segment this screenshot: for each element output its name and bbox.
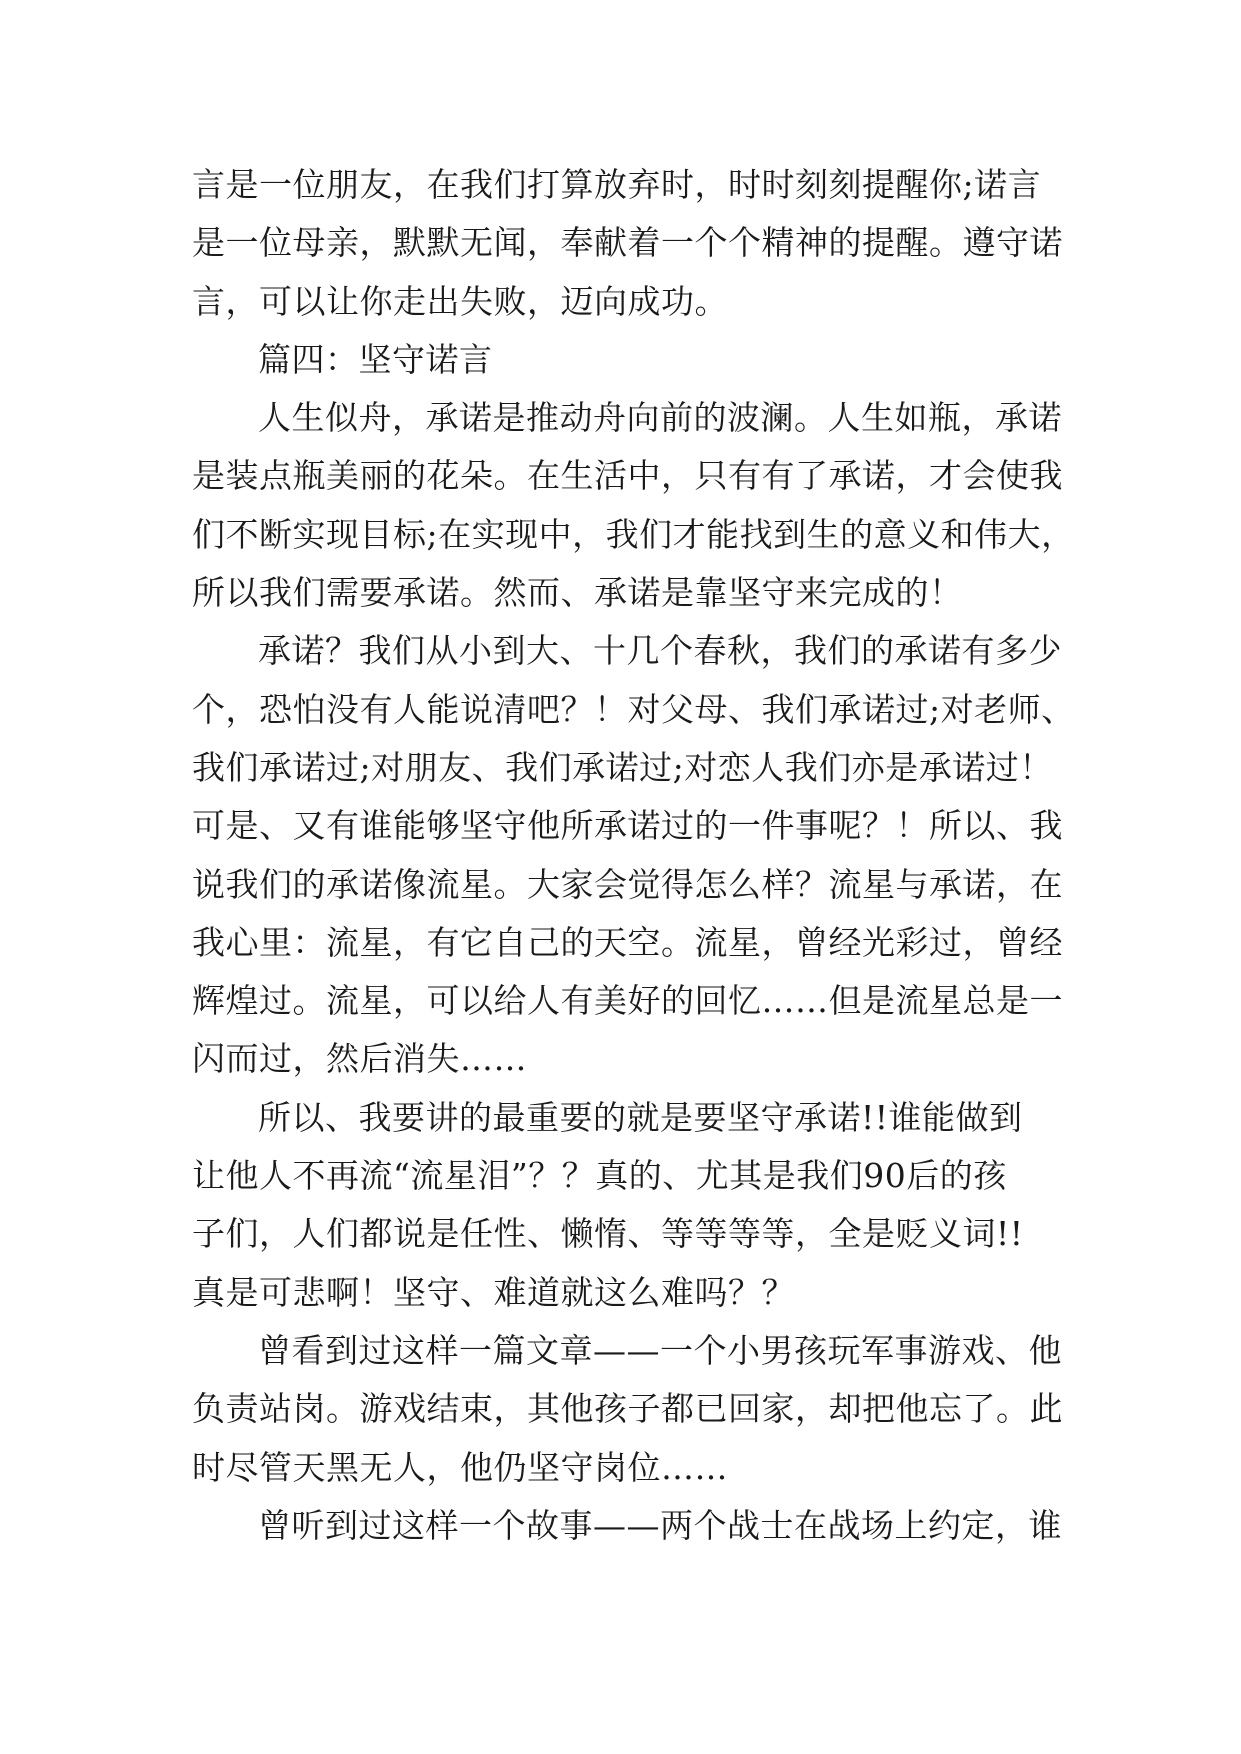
text-line: 说我们的承诺像流星。大家会觉得怎么样？流星与承诺，在 (192, 864, 1063, 904)
text-line: 可是、又有谁能够坚守他所承诺过的一件事呢？！所以、我 (192, 806, 1063, 846)
body-text (192, 156, 1075, 1555)
text-line: 言是一位朋友，在我们打算放弃时，时时刻刻提醒你;诺言 (192, 165, 1042, 204)
paragraph-first-line: 承诺？我们从小到大、十几个春秋，我们的承诺有多少 (258, 631, 1062, 671)
text-line: 闪而过，然后消失…… (192, 1039, 527, 1079)
text-line: 是一位母亲，默默无闻，奉献着一个个精神的提醒。遵守诺 (192, 223, 1063, 263)
text-line: 负责站岗。游戏结束，其他孩子都已回家，却把他忘了。此 (192, 1389, 1063, 1429)
paragraph-first-line: 曾听到过这样一个故事——两个战士在战场上约定，谁 (258, 1505, 1062, 1545)
text-line: 时尽管天黑无人，他仍坚守岗位…… (192, 1447, 728, 1487)
text-line: 所以我们需要承诺。然而、承诺是靠坚守来完成的！ (192, 573, 963, 613)
paragraph-first-line: 所以、我要讲的最重要的就是要坚守承诺!!谁能做到 (258, 1097, 1023, 1137)
paragraph-first-line: 曾看到过这样一篇文章——一个小男孩玩军事游戏、他 (258, 1330, 1062, 1370)
text-line: 辉煌过。流星，可以给人有美好的回忆……但是流星总是一 (192, 981, 1063, 1021)
section-heading: 篇四：坚守诺言 (258, 339, 493, 379)
text-line: 个，恐怕没有人能说清吧？！对父母、我们承诺过;对老师、 (192, 689, 1075, 729)
text-line: 我们承诺过;对朋友、我们承诺过;对恋人我们亦是承诺过！ (192, 747, 1053, 787)
text-line: 是装点瓶美丽的花朵。在生活中，只有有了承诺，才会使我 (192, 456, 1063, 496)
text-line: 真是可悲啊！坚守、难道就这么难吗？？ (192, 1272, 795, 1312)
text-line: 我心里：流星，有它自己的天空。流星，曾经光彩过，曾经 (192, 922, 1063, 962)
text-line: 言，可以让你走出失败，迈向成功。 (192, 281, 728, 321)
text-line: 们不断实现目标;在实现中，我们才能找到生的意义和伟大， (192, 514, 1075, 554)
text-line: 子们，人们都说是任性、懒惰、等等等等，全是贬义词!! (192, 1214, 1024, 1254)
paragraph-first-line: 人生似舟，承诺是推动舟向前的波澜。人生如瓶，承诺 (258, 398, 1062, 438)
text-line: 让他人不再流“流星泪”？？真的、尤其是我们90后的孩 (192, 1156, 1007, 1196)
